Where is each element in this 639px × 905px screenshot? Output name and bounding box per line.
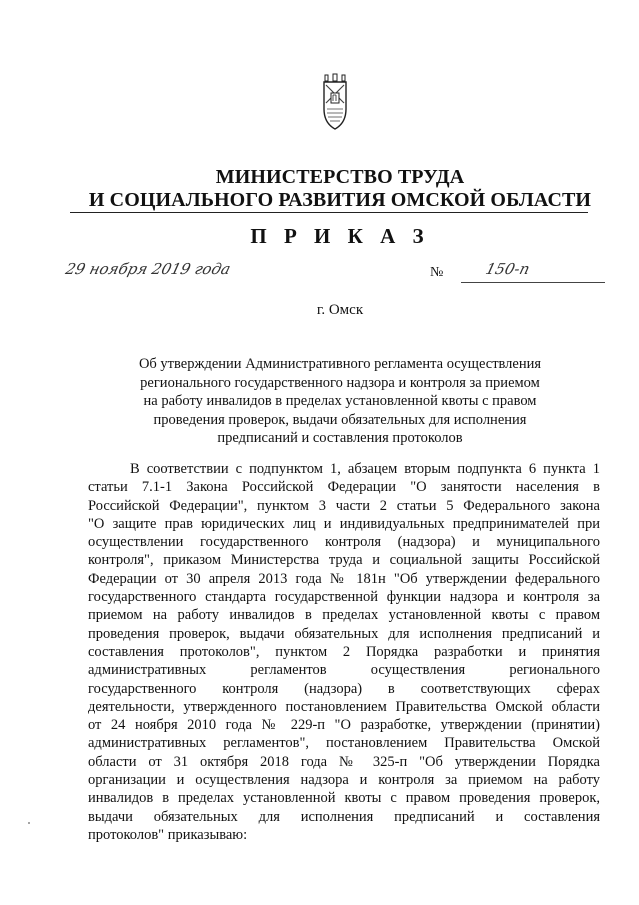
body-line: Федерации от 30 апреля 2013 года № 181н "Об утверждении федерального bbox=[88, 570, 600, 587]
body-line: "О защите прав юридических лиц и индивидуальных предпринимателей при bbox=[88, 515, 600, 532]
body-line: приемом на работу инвалидов в пределах установленной квоты с правом bbox=[88, 607, 600, 624]
ministry-name-line2: И СОЦИАЛЬНОГО РАЗВИТИЯ ОМСКОЙ ОБЛАСТИ bbox=[88, 189, 592, 211]
number-label: № bbox=[430, 265, 444, 280]
body-line: В соответствии с подпунктом 1, абзацем вторым подпункта 6 пункта 1 bbox=[130, 461, 600, 477]
handwritten-number: 150-п bbox=[483, 260, 532, 278]
body-line: административных регламентов", постановлением Правительства Омской bbox=[88, 735, 600, 752]
city-line: г. Омск bbox=[316, 302, 364, 318]
body-line: административных регламентов осуществления регионального bbox=[88, 662, 600, 679]
title-line: регионального государственного надзора и контроля за приемом bbox=[140, 374, 540, 391]
body-line: протоколов" приказываю: bbox=[88, 826, 248, 843]
body-line: организации и осуществления надзора и контроля за приемом на работу bbox=[88, 772, 600, 789]
body-line: от 24 ноября 2010 года № 229-п "О разработке, утверждении (принятии) bbox=[88, 717, 600, 734]
order-body-paragraph bbox=[88, 460, 600, 844]
body-line: проведения проверок, выдачи обязательных для исполнения предписаний и bbox=[88, 625, 600, 642]
title-line: проведения проверок, выдачи обязательных для исполнения bbox=[153, 411, 527, 428]
title-line: на работу инвалидов в пределах установленной квоты с правом bbox=[143, 393, 537, 409]
ministry-name-line1: МИНИСТЕРСТВО ТРУДА bbox=[215, 166, 465, 188]
scan-speck bbox=[28, 822, 30, 824]
title-line: предписаний и составления протоколов bbox=[217, 430, 463, 446]
document-type-heading: П Р И К А З bbox=[250, 224, 430, 248]
body-line: составления протоколов", пунктом 2 Порядка разработки и принятия bbox=[88, 643, 600, 660]
handwritten-date: 29 ноября 2019 года bbox=[63, 260, 233, 278]
body-line: статьи 7.1-1 Закона Российской Федерации "О занятости населения в bbox=[88, 479, 600, 496]
body-line: Российской Федерации", пунктом 3 части 2 статьи 5 Федерального закона bbox=[88, 497, 600, 514]
body-line: государственного контроля (надзора) в соответствующих сферах bbox=[88, 680, 600, 697]
coat-of-arms-emblem bbox=[322, 73, 348, 133]
body-line: контроля", приказом Министерства труда и социальной защиты Российской bbox=[88, 552, 600, 569]
body-line: инвалидов в пределах установленной квоты с правом проведения проверок, bbox=[88, 790, 600, 807]
body-line: области от 31 октября 2018 года № 325-п "Об утверждении Порядка bbox=[88, 753, 600, 770]
body-line: деятельности, утвержденного постановлением Правительства Омской области bbox=[88, 698, 600, 715]
title-line: Об утверждении Административного регламента осуществления bbox=[138, 356, 542, 372]
number-underline bbox=[461, 282, 605, 283]
body-line: государственного стандарта государственной функции надзора и контроля за bbox=[88, 589, 600, 606]
header-divider bbox=[70, 212, 588, 213]
order-title bbox=[95, 355, 585, 448]
body-line: осуществлении государственного контроля (надзора) и муниципального bbox=[88, 534, 600, 551]
body-line: выдачи обязательных для исполнения предписаний и составления bbox=[88, 808, 600, 825]
